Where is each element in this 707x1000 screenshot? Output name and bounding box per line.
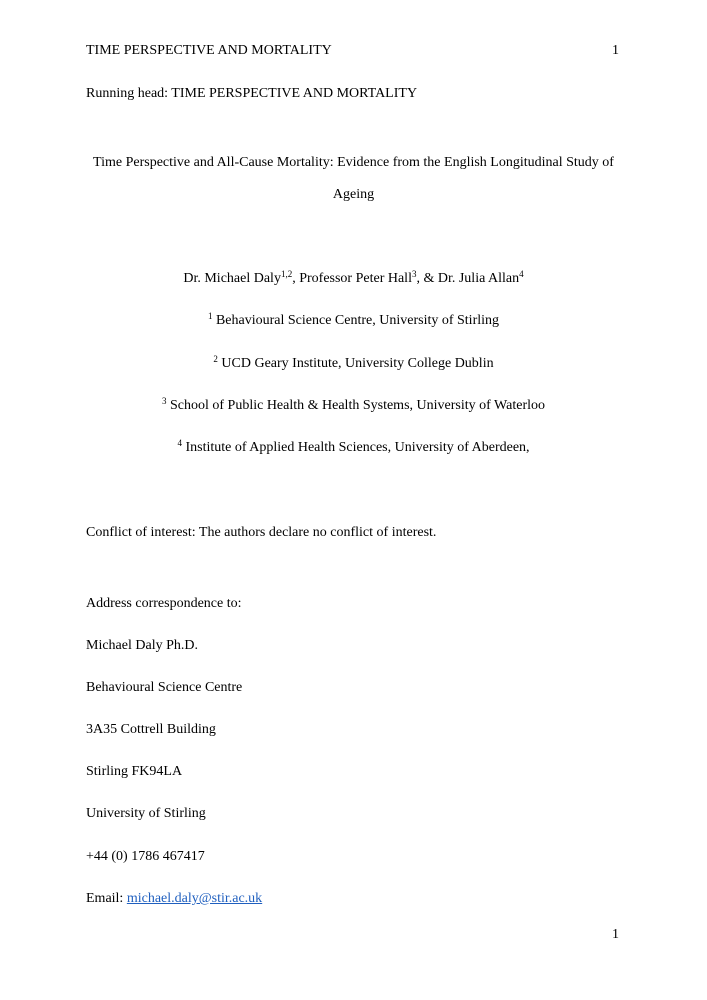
paper-title-line-1: Time Perspective and All-Cause Mortality: Evidence from the English Longitudinal Study of: [93, 155, 614, 170]
affiliation-text: School of Public Health & Health Systems, University of Waterloo: [169, 398, 545, 413]
author-name: Professor Peter Hall: [299, 271, 412, 286]
footer-page-number: 1: [612, 927, 619, 942]
affiliation-text: UCD Geary Institute, University College Dublin: [221, 356, 494, 371]
affiliation-text: Behavioural Science Centre, University of Stirling: [215, 313, 500, 328]
affiliation-number: 1: [207, 311, 213, 321]
affiliation-text: Institute of Applied Health Sciences, University of Aberdeen,: [185, 440, 530, 455]
correspondence-heading: Address correspondence to:: [86, 596, 242, 611]
affiliation-number: 3: [161, 396, 167, 406]
correspondence-email-line: [86, 892, 262, 906]
author-name: Dr. Michael Daly: [183, 271, 281, 286]
email-link[interactable]: michael.daly@stir.ac.uk: [126, 891, 263, 906]
affiliation-number: 2: [213, 354, 218, 364]
author-superscript: 3: [411, 269, 417, 279]
author-superscript: 1,2: [280, 269, 293, 279]
email-label: Email:: [86, 891, 127, 906]
paper-title-line-2: Ageing: [332, 187, 375, 202]
affiliation-number: 4: [177, 438, 182, 448]
header-page-number: 1: [612, 43, 619, 58]
correspondence-phone: +44 (0) 1786 467417: [86, 849, 205, 864]
correspondence-city: Stirling FK94LA: [86, 764, 183, 779]
correspondence-building: 3A35 Cottrell Building: [86, 722, 216, 737]
author-list: [0, 269, 707, 286]
correspondence-department: Behavioural Science Centre: [86, 680, 243, 695]
conflict-of-interest: Conflict of interest: The authors declare no conflict of interest.: [86, 525, 437, 540]
correspondence-name: Michael Daly Ph.D.: [86, 638, 198, 653]
author-separator: ,: [292, 271, 300, 286]
affiliation-1: [0, 311, 707, 328]
author-superscript: 4: [519, 269, 524, 279]
running-head: Running head: TIME PERSPECTIVE AND MORTALITY: [86, 86, 418, 101]
author-separator: , &: [416, 271, 438, 286]
affiliation-4: [0, 438, 707, 455]
running-header-title: TIME PERSPECTIVE AND MORTALITY: [86, 43, 332, 58]
affiliation-3: [0, 396, 707, 413]
author-name: Dr. Julia Allan: [437, 271, 520, 286]
affiliation-2: [0, 354, 707, 371]
correspondence-university: University of Stirling: [86, 806, 206, 821]
